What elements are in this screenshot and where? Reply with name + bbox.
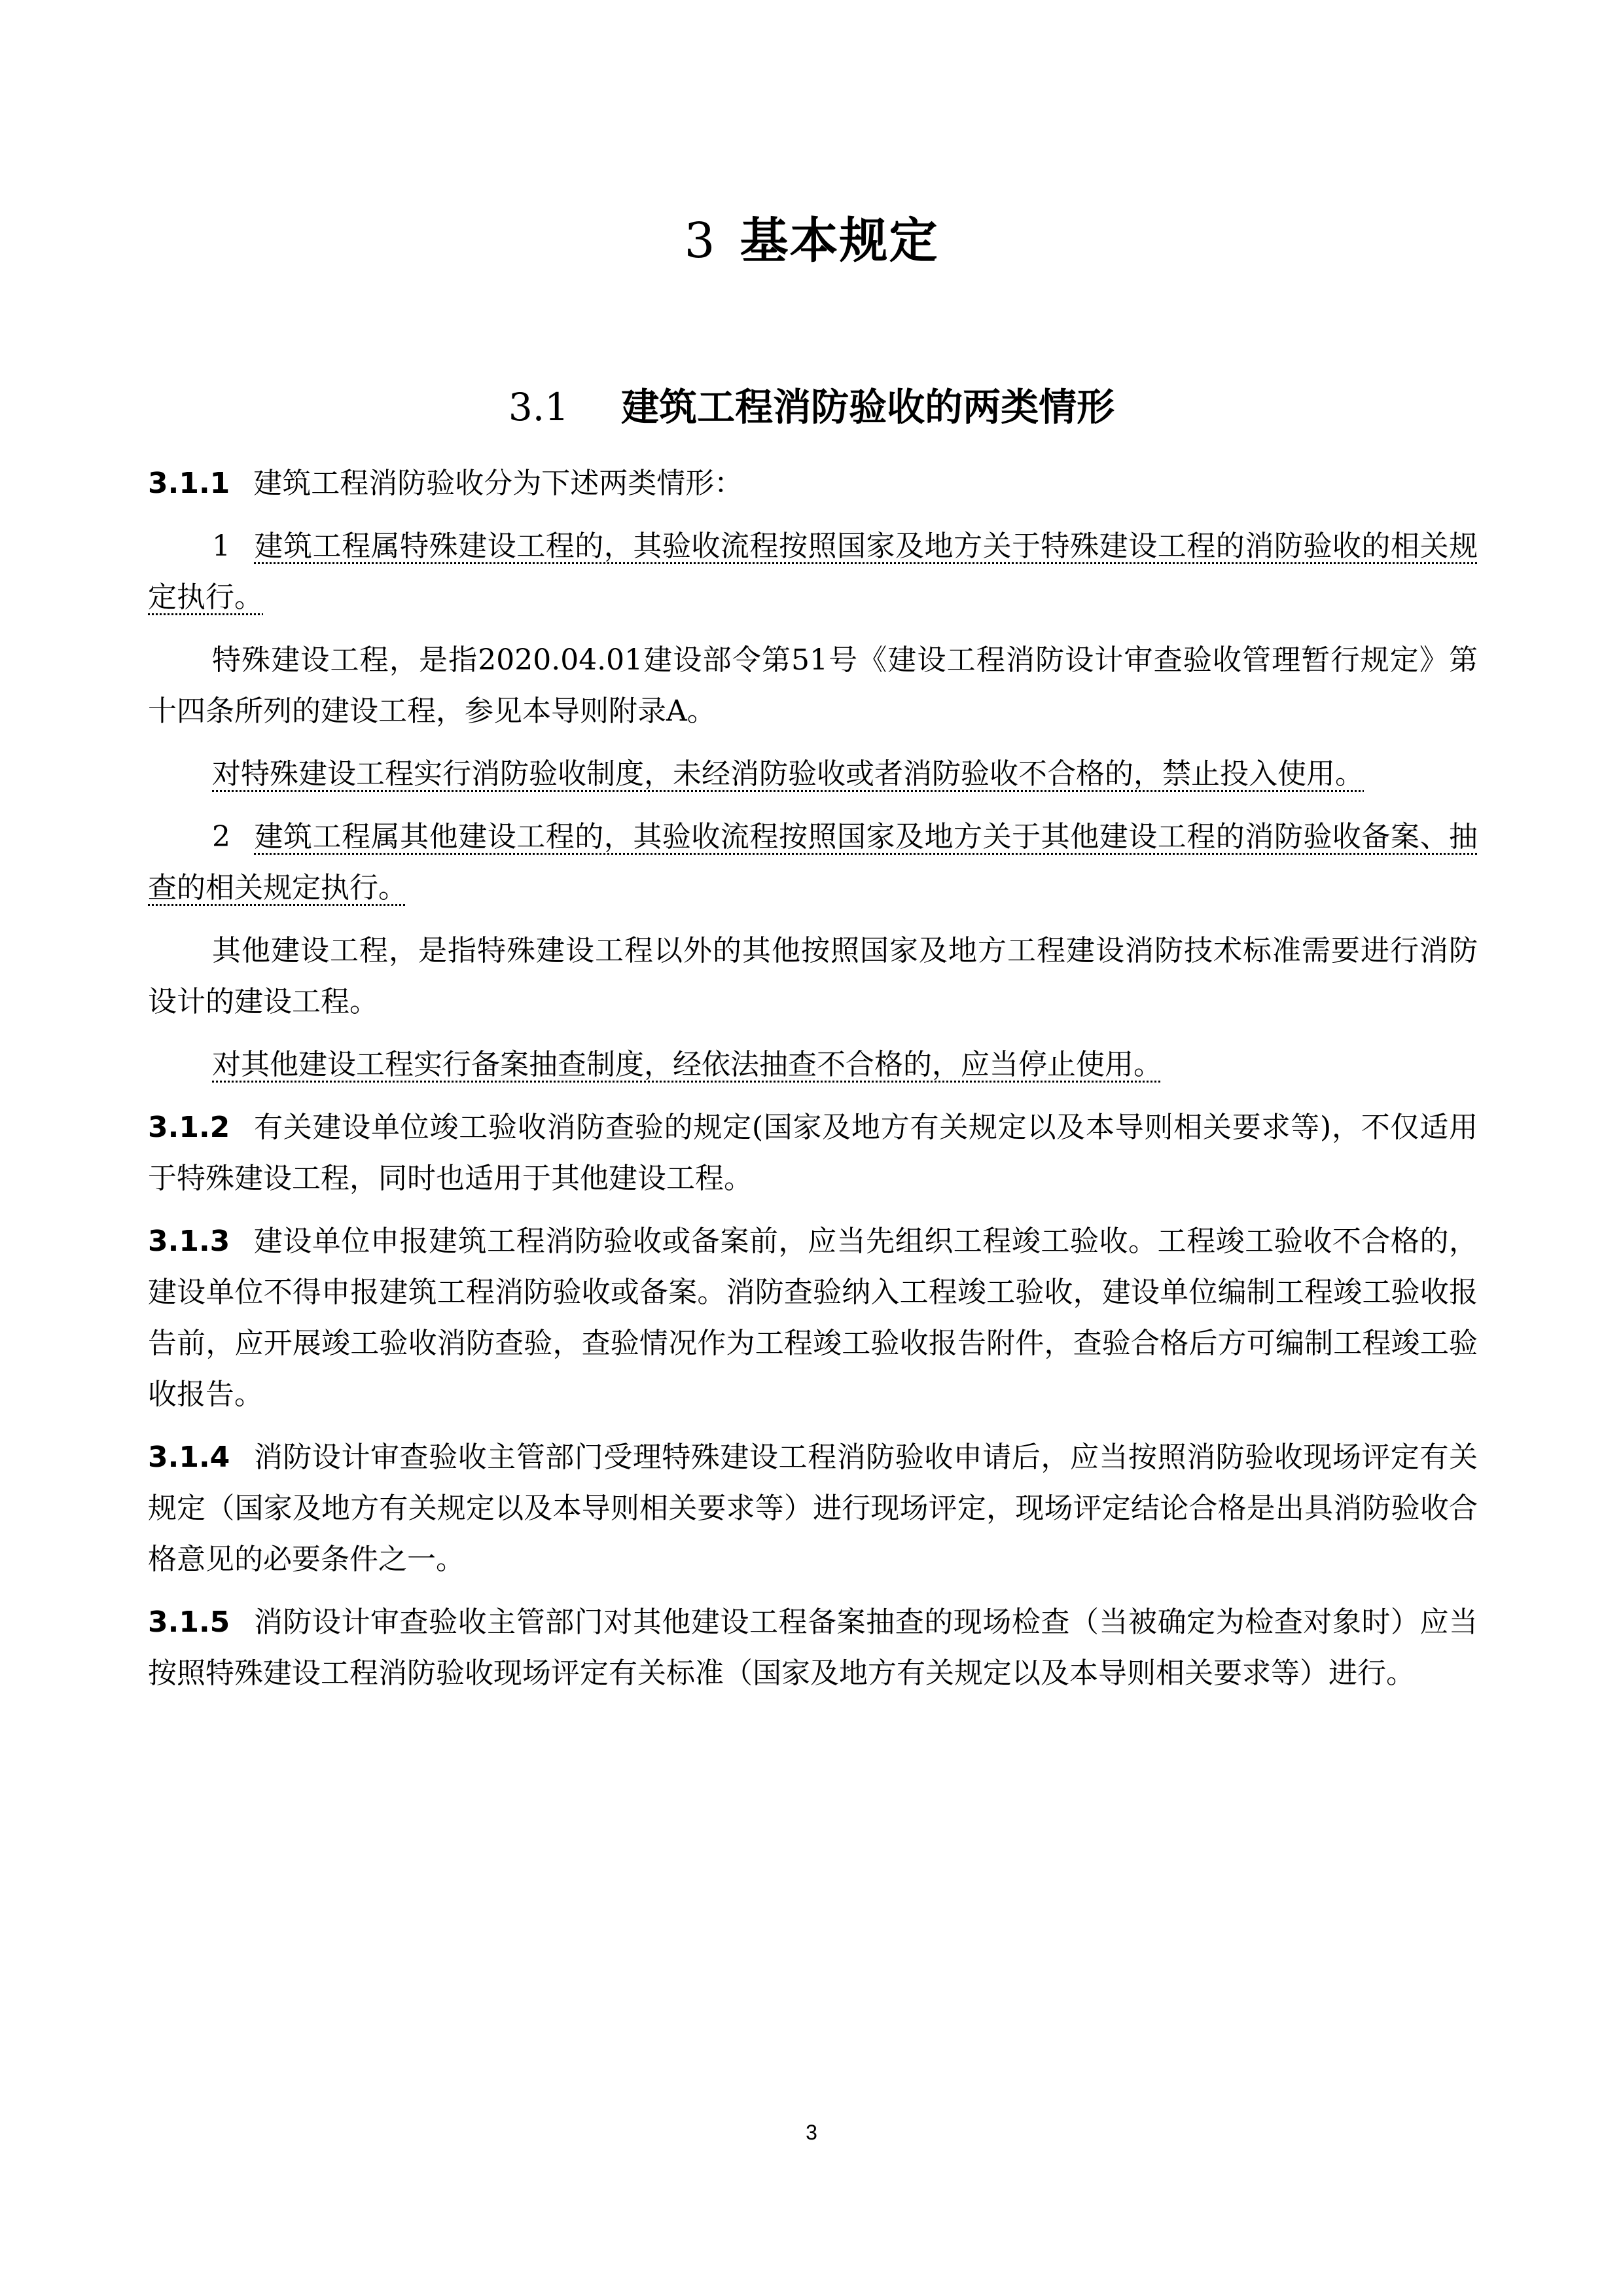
document-body [148, 458, 1478, 1711]
clause-text: 消防设计审查验收主管部门受理特殊建设工程消防验收申请后，应当按照消防验收现场评定有关规定（国家及地方有关规定以及本导则相关要求等）进行现场评定，现场评定结论合格是出具消防验收合格意见的必要条件之一。 [148, 1441, 1478, 1576]
clause-text: 消防设计审查验收主管部门对其他建设工程备案抽查的现场检查（当被确定为检查对象时）应当按照特殊建设工程消防验收现场评定有关标准（国家及地方有关规定以及本导则相关要求等）进行。 [148, 1605, 1478, 1690]
section-title-text: 建筑工程消防验收的两类情形 [621, 385, 1115, 429]
clause-text: 建筑工程消防验收分为下述两类情形： [253, 467, 743, 500]
special-rule-text: 对特殊建设工程实行消防验收制度，未经消防验收或者消防验收不合格的，禁止投入使用。 [212, 757, 1364, 791]
clause-text: 建设单位申报建筑工程消防验收或备案前，应当先组织工程竣工验收。工程竣工验收不合格的，建设单位不得申报建筑工程消防验收或备案。消防查验纳入工程竣工验收，建设单位编制工程竣工验收报告前，应开展竣工验收消防查验，查验情况作为工程竣工验收报告附件，查验合格后方可编制工程竣工验收报告。 [148, 1225, 1478, 1411]
list-item-number: 1 [212, 529, 230, 563]
chapter-title [0, 208, 1623, 274]
other-rule-paragraph [148, 1039, 1478, 1090]
clause-3-1-4 [148, 1432, 1478, 1585]
section-title [0, 381, 1623, 433]
page-number: 3 [806, 2121, 817, 2144]
clause-number: 3.1.1 [148, 467, 230, 500]
special-rule-paragraph [148, 749, 1478, 800]
clause-text: 有关建设单位竣工验收消防查验的规定(国家及地方有关规定以及本导则相关要求等)，不仅适用于特殊建设工程，同时也适用于其他建设工程。 [148, 1111, 1478, 1195]
clause-number: 3.1.2 [148, 1111, 230, 1144]
chapter-number: 3 [684, 213, 717, 269]
list-item-number: 2 [212, 820, 230, 853]
clause-3-1-2 [148, 1102, 1478, 1204]
other-definition-paragraph: 其他建设工程，是指特殊建设工程以外的其他按照国家及地方工程建设消防技术标准需要进行消防设计的建设工程。 [148, 934, 1478, 1018]
clause-3-1-3 [148, 1216, 1478, 1420]
clause-3-1-5 [148, 1597, 1478, 1699]
clause-number: 3.1.5 [148, 1605, 230, 1639]
clause-3-1-1 [148, 458, 1478, 509]
special-definition-paragraph: 特殊建设工程，是指2020.04.01建设部令第51号《建设工程消防设计审查验收管理暂行规定》第十四条所列的建设工程，参见本导则附录A。 [148, 643, 1478, 728]
other-rule-text: 对其他建设工程实行备案抽查制度，经依法抽查不合格的，应当停止使用。 [212, 1048, 1162, 1081]
list-item-1 [148, 521, 1478, 623]
section-number: 3.1 [508, 385, 569, 429]
clause-number: 3.1.4 [148, 1441, 230, 1474]
list-item-text: 建筑工程属特殊建设工程的，其验收流程按照国家及地方关于特殊建设工程的消防验收的相关规定执行。 [148, 529, 1478, 614]
list-item-text: 建筑工程属其他建设工程的，其验收流程按照国家及地方关于其他建设工程的消防验收备案、抽查的相关规定执行。 [148, 820, 1478, 905]
list-item-2 [148, 812, 1478, 914]
chapter-title-text: 基本规定 [740, 213, 939, 269]
clause-number: 3.1.3 [148, 1225, 230, 1258]
